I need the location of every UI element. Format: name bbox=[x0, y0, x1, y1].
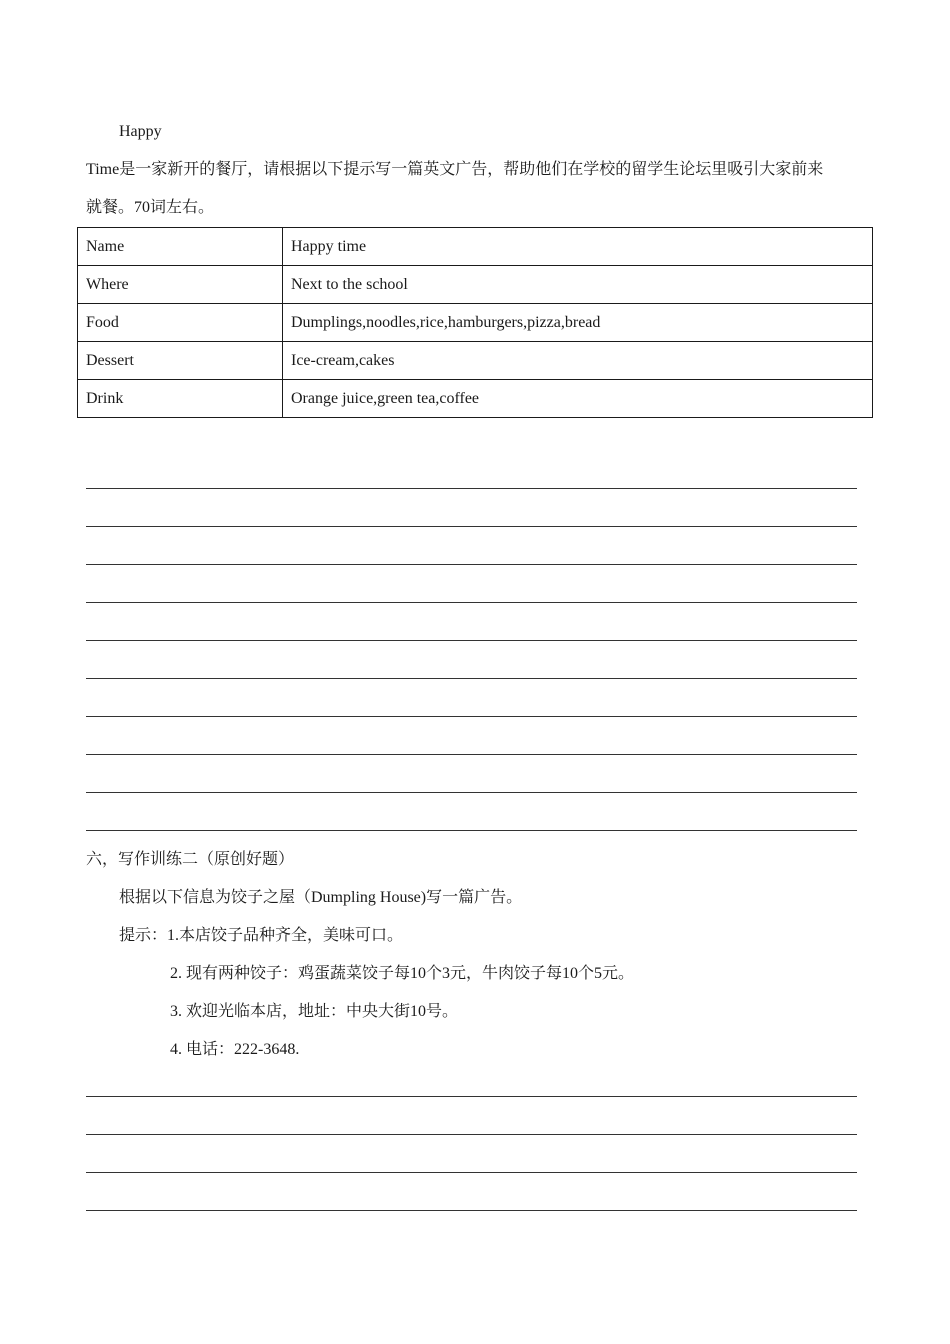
task-description: 根据以下信息为饺子之屋（Dumpling House)写一篇广告。 bbox=[119, 889, 523, 906]
row-value: Next to the school bbox=[283, 266, 873, 304]
writing-line bbox=[86, 1096, 857, 1097]
hint-item-4: 4. 电话：222-3648. bbox=[170, 1041, 300, 1058]
writing-line bbox=[86, 716, 857, 717]
writing-line bbox=[86, 564, 857, 565]
intro-text-line-1: Time是一家新开的餐厅，请根据以下提示写一篇英文广告，帮助他们在学校的留学生论坛里吸引大家前来 bbox=[86, 161, 824, 178]
hint-item-1: 提示：1.本店饺子品种齐全，美味可口。 bbox=[119, 927, 404, 944]
table-row bbox=[78, 342, 873, 380]
table-row bbox=[78, 228, 873, 266]
row-value: Dumplings,noodles,rice,hamburgers,pizza,bread bbox=[283, 304, 873, 342]
hint-item-3: 3. 欢迎光临本店，地址：中央大街10号。 bbox=[170, 1003, 459, 1020]
writing-line bbox=[86, 830, 857, 831]
writing-line bbox=[86, 1134, 857, 1135]
row-label: Where bbox=[78, 266, 283, 304]
row-label: Dessert bbox=[78, 342, 283, 380]
writing-line bbox=[86, 488, 857, 489]
intro-word: Happy bbox=[119, 123, 162, 140]
writing-line bbox=[86, 678, 857, 679]
row-label: Name bbox=[78, 228, 283, 266]
table-row bbox=[78, 380, 873, 418]
writing-line bbox=[86, 602, 857, 603]
table-row bbox=[78, 266, 873, 304]
table-row bbox=[78, 304, 873, 342]
row-label: Food bbox=[78, 304, 283, 342]
writing-line bbox=[86, 1172, 857, 1173]
writing-line bbox=[86, 640, 857, 641]
hint-item-2: 2. 现有两种饺子：鸡蛋蔬菜饺子每10个3元，牛肉饺子每10个5元。 bbox=[170, 965, 635, 982]
restaurant-info-table bbox=[77, 227, 873, 418]
writing-line bbox=[86, 792, 857, 793]
row-value: Orange juice,green tea,coffee bbox=[283, 380, 873, 418]
row-value: Happy time bbox=[283, 228, 873, 266]
intro-text-line-2: 就餐。70词左右。 bbox=[86, 199, 215, 216]
writing-line bbox=[86, 1210, 857, 1211]
row-label: Drink bbox=[78, 380, 283, 418]
writing-line bbox=[86, 754, 857, 755]
writing-line bbox=[86, 526, 857, 527]
section-title: 六，写作训练二（原创好题） bbox=[86, 851, 295, 868]
row-value: Ice-cream,cakes bbox=[283, 342, 873, 380]
